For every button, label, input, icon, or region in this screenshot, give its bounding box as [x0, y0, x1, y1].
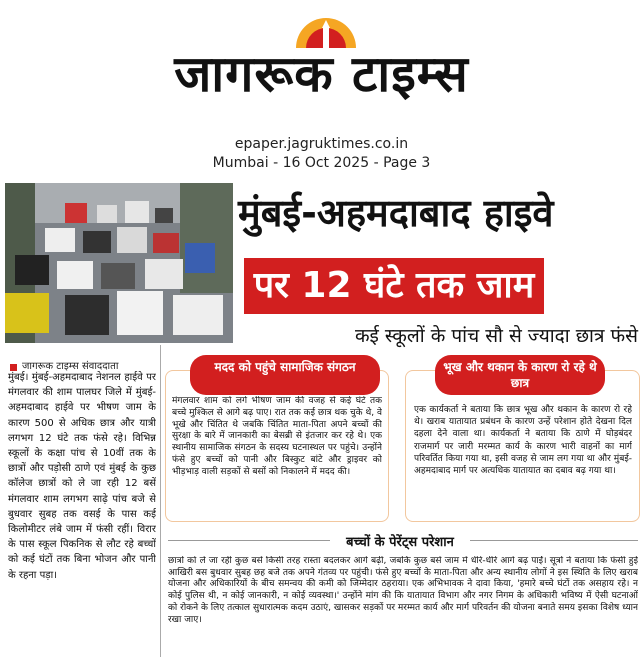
- left-column-text: मुंबई। मुंबई-अहमदाबाद नेशनल हाईवे पर मंगलवार की शाम पालघर जिले में मुंबई-अहमदाबाद हाईवे पर भीषण जाम के कारण 500 से अधिक छात्र और यात्री लगभग 12 घंटे तक फंसे रहे। विभिन्न स्कूलों के कक्षा पांच से 10वीं तक के छात्रों और पड़ोसी ठाणे एवं मुंबई के कुछ कॉलेज छात्रों को ले जा रही 12 बसें मंगलवार शाम लगभग साढ़े पांच बजे से बुधवार सुबह तक वसई के पास कई किलोमीटर लंबे जाम में फंसी रहीं। विरार के पास स्कूल पिकनिक से लौट रहे बच्चों को कई घंटों तक बिना भोजन और पानी के रहना पड़ा।: [8, 372, 156, 581]
- headline-line-1: मुंबई-अहमदाबाद हाइवे: [238, 191, 554, 235]
- column-divider: [160, 345, 161, 657]
- bottom-section-title: बच्चों के पेरेंट्स परेशान: [346, 535, 454, 550]
- masthead-title: जागरूक टाइम्स: [174, 45, 469, 103]
- box-2-heading: भूख और थकान के कारण रो रहे थे छात्र: [435, 355, 605, 395]
- headline-line-2-banner: [244, 258, 544, 314]
- box-1-text: मंगलवार शाम को लगे भीषण जाम की वजह से कई घंटे तक बच्चे मुश्किल से आगे बढ़ पाए। रात तक कई छात्र थक चुके थे, वे भूखे और चिंतित थे जबकि चिंतित माता-पिता अपने बच्चों की सुरक्षा के बारे में जानकारी का बेसब्री से इंतजार कर रहे थे। एक स्थानीय सामाजिक संगठन के सदस्य घटनास्थल पर पहुंचे। उन्होंने फंसे हुए बच्चों को पानी और बिस्कुट बांटे और ड्राइवर को भीड़भाड़ वाली सड़कों से बसों को निकालने में मदद की।: [172, 396, 382, 477]
- bottom-section-text: छात्रों को ले जा रही कुछ बसें किसी तरह रास्ता बदलकर आगे बढ़ीं, जबकि कुछ बसें जाम में धीरे-धीरे आगे बढ़ पाईं। सूत्रों ने बताया कि फंसी हुई आखिरी बस बुधवार सुबह छह बजे तक अपने गंतव्य पर पहुंची। फंसे हुए बच्चों के माता-पिता और अन्य स्थानीय लोगों ने इस स्थिति के लिए खराब योजना और अधिकारियों के बीच समन्वय की कमी को जिम्मेदार ठहराया। एक अभिभावक ने दावा किया, 'हमारे बच्चे घंटों तक असहाय रहे। न कोई पुलिस थी, न कोई जानकारी, न कोई व्यवस्था।' उन्होंने मांग की कि यातायात विभाग और नगर निगम के अधिकारी भविष्य में ऐसी घटनाओं को रोकने के लिए तत्काल सुधारात्मक कदम उठाएं, खासकर सड़कों पर मरम्मत कार्य और मार्ग परिवर्तन की योजना बनाते समय इसका विशेष ध्यान रखा जाए।: [168, 556, 638, 625]
- byline: जागरूक टाइम्स संवाददाता: [22, 361, 119, 372]
- traffic-jam-photo: [5, 183, 233, 343]
- epaper-url: epaper.jagruktimes.co.in: [234, 136, 409, 152]
- headline-line-2: पर 12 घंटे तक जाम: [253, 265, 535, 306]
- box-1-heading: मदद को पहुंचे सामाजिक संगठन: [190, 355, 380, 395]
- bottom-section-title-wrap: [330, 528, 470, 552]
- edition-info: Mumbai - 16 Oct 2025 - Page 3: [212, 155, 431, 171]
- box-2-text: एक कार्यकर्ता ने बताया कि छात्र भूख और थकान के कारण रो रहे थे। खराब यातायात प्रबंधन के कारण उन्हें परेशान होते देखना दिल दहला देने वाला था। कार्यकर्ता ने बताया कि ठाणे में घोड़बंदर राजमार्ग पर जारी मरम्मत कार्य के कारण भारी वाहनों का मार्ग परिवर्तित किया गया था, इसी वजह से जाम लग गया था और मुंबई-अहमदाबाद मार्ग पर अत्यधिक यातायात का दबाव बढ़ गया था।: [414, 405, 632, 477]
- subheadline: कई स्कूलों के पांच सौ से ज्यादा छात्र फंसे: [354, 325, 638, 347]
- sun-logo-icon: [290, 8, 362, 48]
